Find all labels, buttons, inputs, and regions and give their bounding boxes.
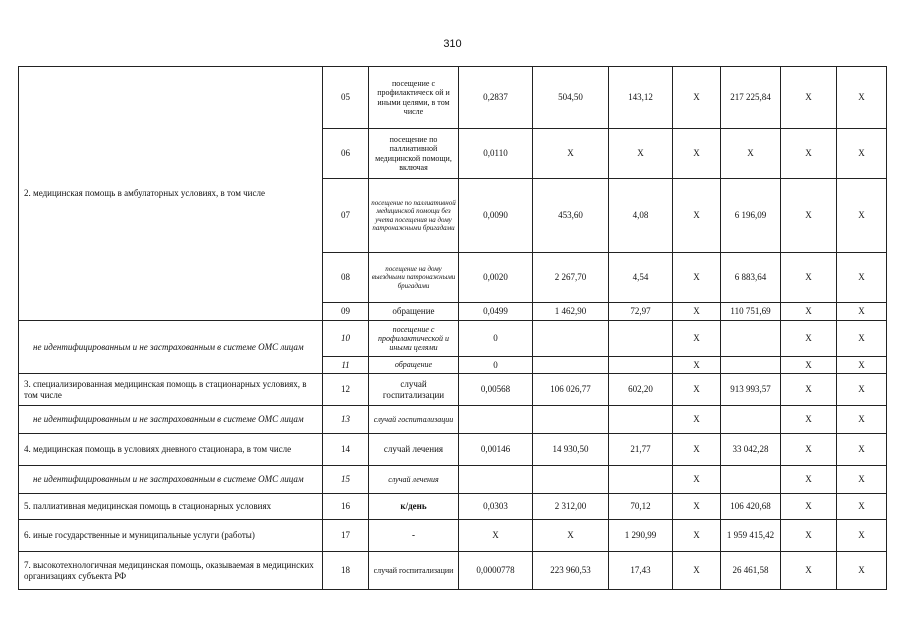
row-label: не идентифицированным и не застрахованным в системе ОМС лицам	[19, 321, 323, 374]
x-cell: X	[837, 406, 887, 434]
x-cell: X	[673, 129, 721, 179]
x-cell: X	[781, 321, 837, 357]
x-cell: X	[837, 494, 887, 520]
unit-cell: посещение по паллиативной медицинской помощи без учета посещения на дому патронажными бригадами	[369, 179, 459, 253]
sum-cell	[721, 357, 781, 374]
x-cell: X	[673, 406, 721, 434]
row-label: 2. медицинская помощь в амбулаторных условиях, в том числе	[19, 67, 323, 321]
x-cell: X	[837, 434, 887, 466]
x-cell: X	[781, 67, 837, 129]
row-label: 5. паллиативная медицинская помощь в стационарных условиях	[19, 494, 323, 520]
unit-cell: случай госпитализации	[369, 552, 459, 590]
per-capita-cell	[609, 357, 673, 374]
sum-cell: 1 959 415,42	[721, 520, 781, 552]
unit-cell: посещение с профилактической и иными целями	[369, 321, 459, 357]
norm-cell: 0,0499	[459, 303, 533, 321]
per-capita-cell: 143,12	[609, 67, 673, 129]
unit-cell: -	[369, 520, 459, 552]
norm-cell: 0,0020	[459, 253, 533, 303]
x-cell: X	[837, 520, 887, 552]
per-capita-cell: 70,12	[609, 494, 673, 520]
table-row	[19, 321, 887, 357]
per-capita-cell: 4,54	[609, 253, 673, 303]
row-label: 3. специализированная медицинская помощь в стационарных условиях, в том числе	[19, 374, 323, 406]
norm-cell	[459, 406, 533, 434]
per-capita-cell: 17,43	[609, 552, 673, 590]
unit-cell: посещение с профилактическ ой и иными целями, в том числе	[369, 67, 459, 129]
norm-cell: 0	[459, 357, 533, 374]
per-capita-cell	[609, 321, 673, 357]
sum-cell	[721, 466, 781, 494]
table-row	[19, 552, 887, 590]
sum-cell: X	[721, 129, 781, 179]
x-cell: X	[673, 434, 721, 466]
financing-table	[18, 66, 887, 590]
x-cell: X	[837, 466, 887, 494]
x-cell: X	[781, 374, 837, 406]
x-cell: X	[781, 129, 837, 179]
unit-cell: случай лечения	[369, 466, 459, 494]
x-cell: X	[781, 357, 837, 374]
x-cell: X	[837, 179, 887, 253]
norm-cell: 0,0090	[459, 179, 533, 253]
row-code: 12	[323, 374, 369, 406]
x-cell: X	[673, 466, 721, 494]
cost-cell: 504,50	[533, 67, 609, 129]
cost-cell: 223 960,53	[533, 552, 609, 590]
x-cell: X	[781, 434, 837, 466]
row-code: 18	[323, 552, 369, 590]
x-cell: X	[781, 552, 837, 590]
x-cell: X	[673, 374, 721, 406]
norm-cell: 0	[459, 321, 533, 357]
cost-cell: X	[533, 520, 609, 552]
x-cell: X	[673, 67, 721, 129]
norm-cell: 0,00568	[459, 374, 533, 406]
sum-cell: 217 225,84	[721, 67, 781, 129]
unit-cell: случай госпитализации	[369, 374, 459, 406]
x-cell: X	[673, 253, 721, 303]
table-row	[19, 520, 887, 552]
x-cell: X	[673, 520, 721, 552]
sum-cell: 26 461,58	[721, 552, 781, 590]
row-code: 15	[323, 466, 369, 494]
x-cell: X	[673, 321, 721, 357]
x-cell: X	[837, 374, 887, 406]
x-cell: X	[781, 494, 837, 520]
x-cell: X	[781, 520, 837, 552]
unit-cell: обращение	[369, 357, 459, 374]
cost-cell	[533, 406, 609, 434]
x-cell: X	[781, 303, 837, 321]
cost-cell	[533, 466, 609, 494]
row-code: 05	[323, 67, 369, 129]
per-capita-cell	[609, 406, 673, 434]
per-capita-cell: 72,97	[609, 303, 673, 321]
sum-cell: 110 751,69	[721, 303, 781, 321]
x-cell: X	[673, 357, 721, 374]
x-cell: X	[837, 303, 887, 321]
cost-cell: 1 462,90	[533, 303, 609, 321]
norm-cell: 0,0303	[459, 494, 533, 520]
x-cell: X	[673, 494, 721, 520]
cost-cell: 106 026,77	[533, 374, 609, 406]
table-row	[19, 67, 887, 129]
x-cell: X	[673, 552, 721, 590]
table-row	[19, 374, 887, 406]
norm-cell: 0,0000778	[459, 552, 533, 590]
row-code: 09	[323, 303, 369, 321]
table-row	[19, 466, 887, 494]
x-cell: X	[781, 253, 837, 303]
row-label: 4. медицинская помощь в условиях дневного стационара, в том числе	[19, 434, 323, 466]
x-cell: X	[837, 321, 887, 357]
x-cell: X	[781, 466, 837, 494]
per-capita-cell	[609, 466, 673, 494]
row-code: 11	[323, 357, 369, 374]
sum-cell: 6 196,09	[721, 179, 781, 253]
row-code: 13	[323, 406, 369, 434]
unit-cell: обращение	[369, 303, 459, 321]
sum-cell: 106 420,68	[721, 494, 781, 520]
norm-cell: 0,00146	[459, 434, 533, 466]
sum-cell: 6 883,64	[721, 253, 781, 303]
row-label: не идентифицированным и не застрахованным в системе ОМС лицам	[19, 466, 323, 494]
per-capita-cell: 21,77	[609, 434, 673, 466]
unit-cell: к/день	[369, 494, 459, 520]
x-cell: X	[837, 552, 887, 590]
row-label: не идентифицированным и не застрахованным в системе ОМС лицам	[19, 406, 323, 434]
x-cell: X	[781, 406, 837, 434]
row-code: 07	[323, 179, 369, 253]
row-label: 7. высокотехнологичная медицинская помощь, оказываемая в медицинских организациях субъекта РФ	[19, 552, 323, 590]
row-label: 6. иные государственные и муниципальные услуги (работы)	[19, 520, 323, 552]
per-capita-cell: 602,20	[609, 374, 673, 406]
per-capita-cell: 1 290,99	[609, 520, 673, 552]
row-code: 08	[323, 253, 369, 303]
cost-cell: 2 312,00	[533, 494, 609, 520]
per-capita-cell: 4,08	[609, 179, 673, 253]
norm-cell: 0,0110	[459, 129, 533, 179]
cost-cell: 14 930,50	[533, 434, 609, 466]
unit-cell: посещение на дому выездными патронажными бригадами	[369, 253, 459, 303]
unit-cell: случай госпитализации	[369, 406, 459, 434]
unit-cell: посещение по паллиативной медицинской помощи, включая	[369, 129, 459, 179]
table-row	[19, 406, 887, 434]
table-row	[19, 494, 887, 520]
sum-cell: 33 042,28	[721, 434, 781, 466]
norm-cell: X	[459, 520, 533, 552]
row-code: 16	[323, 494, 369, 520]
cost-cell: 453,60	[533, 179, 609, 253]
norm-cell: 0,2837	[459, 67, 533, 129]
x-cell: X	[673, 303, 721, 321]
cost-cell	[533, 357, 609, 374]
cost-cell	[533, 321, 609, 357]
sum-cell	[721, 406, 781, 434]
row-code: 14	[323, 434, 369, 466]
x-cell: X	[837, 129, 887, 179]
row-code: 17	[323, 520, 369, 552]
cost-cell: X	[533, 129, 609, 179]
row-code: 06	[323, 129, 369, 179]
x-cell: X	[781, 179, 837, 253]
unit-cell: случай лечения	[369, 434, 459, 466]
sum-cell	[721, 321, 781, 357]
table-row	[19, 434, 887, 466]
x-cell: X	[837, 67, 887, 129]
per-capita-cell: X	[609, 129, 673, 179]
page-number: 310	[443, 38, 462, 50]
x-cell: X	[837, 357, 887, 374]
x-cell: X	[673, 179, 721, 253]
sum-cell: 913 993,57	[721, 374, 781, 406]
x-cell: X	[837, 253, 887, 303]
cost-cell: 2 267,70	[533, 253, 609, 303]
row-code: 10	[323, 321, 369, 357]
norm-cell	[459, 466, 533, 494]
